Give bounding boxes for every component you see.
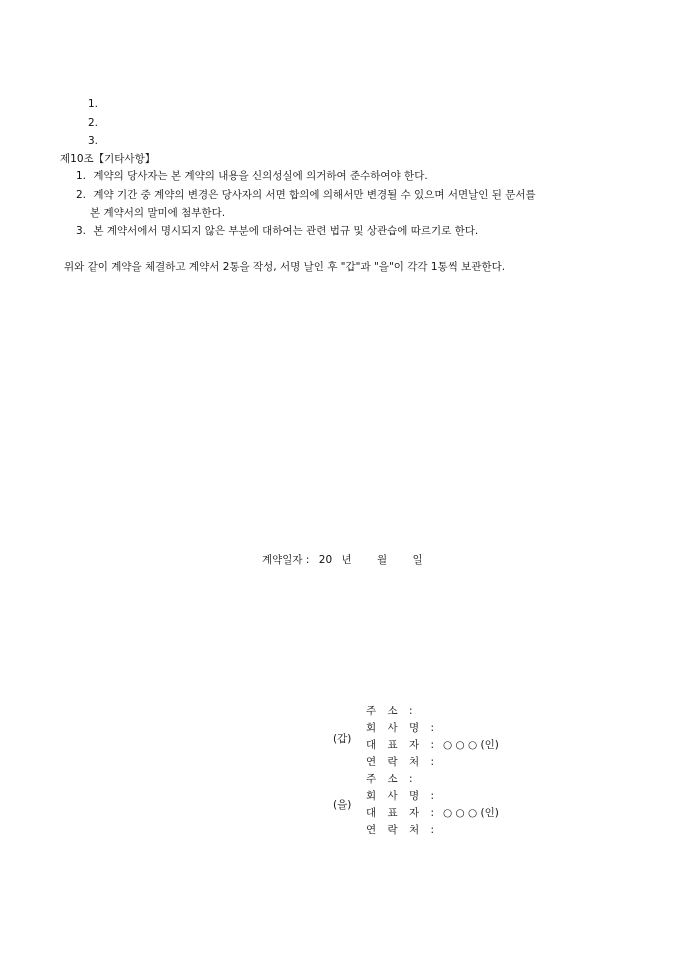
field-label: 주 소 : bbox=[366, 773, 417, 785]
party-b-contact bbox=[366, 822, 438, 839]
clause-3 bbox=[76, 222, 478, 241]
article-10-title: 제10조【기타사항】 bbox=[60, 153, 156, 165]
field-label: 회 사 명 : bbox=[366, 790, 438, 802]
list-item: 2. bbox=[88, 116, 99, 129]
party-a-contact bbox=[366, 754, 438, 771]
party-b-representative bbox=[366, 805, 438, 822]
date-year-unit: 년 bbox=[341, 554, 352, 566]
clause-2 bbox=[76, 186, 536, 205]
list-item: 3. bbox=[88, 135, 99, 147]
clause-1 bbox=[76, 167, 428, 186]
date-month-unit: 월 bbox=[377, 554, 388, 566]
date-day-unit: 일 bbox=[412, 554, 423, 566]
field-label: 대 표 자 : bbox=[366, 807, 438, 819]
field-label: 회 사 명 : bbox=[366, 722, 438, 734]
closing-statement: 위와 같이 계약을 체결하고 계약서 2통을 작성, 서명 날인 후 "갑"과 "을"이 각각 1통씩 보관한다. bbox=[64, 261, 506, 273]
party-b-company bbox=[366, 788, 438, 805]
party-b-address bbox=[366, 771, 417, 788]
party-a-company bbox=[366, 720, 438, 737]
clause-number: 2. bbox=[76, 189, 87, 201]
clause-2-continuation: 본 계약서의 말미에 첨부한다. bbox=[90, 207, 226, 219]
party-a-signature: ○ ○ ○ (인) bbox=[443, 739, 499, 751]
clause-number: 3. bbox=[76, 225, 87, 237]
field-label: 대 표 자 : bbox=[366, 739, 438, 751]
party-a-label: (갑) bbox=[333, 733, 352, 745]
field-label: 연 락 처 : bbox=[366, 756, 438, 768]
blank-numbered-list bbox=[88, 95, 98, 151]
list-item: 1. bbox=[88, 98, 99, 110]
party-a-address bbox=[366, 703, 417, 720]
party-a-representative bbox=[366, 737, 438, 754]
date-label: 계약일자 : bbox=[262, 554, 310, 566]
party-b-label: (을) bbox=[333, 799, 352, 811]
field-label: 연 락 처 : bbox=[366, 824, 438, 836]
clause-text: 본 계약서에서 명시되지 않은 부분에 대하여는 관련 법규 및 상관습에 따르기로 한다. bbox=[93, 225, 479, 237]
clause-text: 계약의 당사자는 본 계약의 내용을 신의성실에 의거하여 준수하여야 한다. bbox=[93, 170, 428, 182]
party-b-signature: ○ ○ ○ (인) bbox=[443, 807, 499, 819]
date-year: 20 bbox=[318, 554, 333, 566]
contract-date bbox=[262, 551, 429, 569]
clause-number: 1. bbox=[76, 170, 87, 182]
field-label: 주 소 : bbox=[366, 705, 417, 717]
clause-text: 계약 기간 중 계약의 변경은 당사자의 서면 합의에 의해서만 변경될 수 있으며 서면날인 된 문서를 bbox=[93, 189, 536, 201]
